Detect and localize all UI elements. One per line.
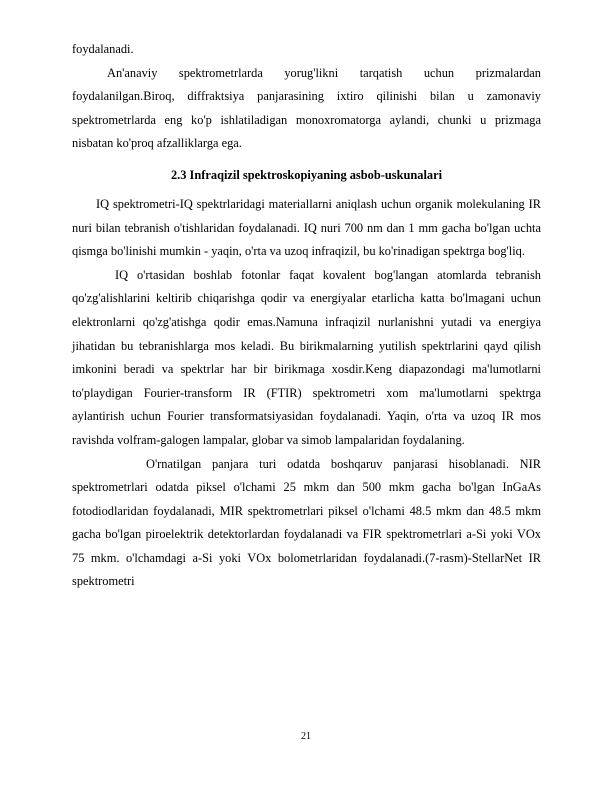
page-number: 21 xyxy=(301,731,311,742)
paragraph-continuation: foydalanadi. xyxy=(72,42,134,56)
paragraph-prism-grating: An'anaviy spektrometrlarda yorug'likni tarqatish uchun prizmalardan foydalanilgan.Biroq, diffraktsiya panjarasining ixtiro qilinishi bilan u zamonaviy spektrometrlarda eng ko'p ishlatiladigan monoxromatorga aylandi, chunki u prizmaga nisbatan ko'proq afzalliklarga ega. xyxy=(72,65,541,151)
section-heading: 2.3 Infraqizil spektroskopiyaning asbob-uskunalari xyxy=(170,167,443,182)
page-content xyxy=(72,38,541,594)
paragraph-ir-spectrometer: IQ spektrometri-IQ spektrlaridagi materiallarni aniqlash uchun organik molekulaning IR nuri bilan tebranish o'tishlaridan foydalanadi. IQ nuri 700 nm dan 1 mm gacha bo'lgan uchta qismga bo'linishi mumkin - yaqin, o'rta va uzoq infraqizil, bu ko'rinadigan spektrga bog'liq. xyxy=(72,196,541,259)
paragraph-photons-ftir: IQ o'rtasidan boshlab fotonlar faqat kovalent bog'langan atomlarda tebranish qo'zg'alishlarini keltirib chiqarishga qodir va energiyalar etarlicha katta bo'lmagani uchun elektronlarni qo'zg'atishga qodir emas.Namuna infraqizil nurlanishni yutadi va energiya jihatidan bu tebranishlarga mos keladi. Bu birikmalarning yutilish spektrlarini qayd qilish imkonini beradi va spektrlar har bir birikmaga xosdir.Keng diapazondagi ma'lumotlarni to'playdigan Fourier-transform IR (FTIR) spektrometri xom ma'lumotlarni spektrga aylantirish uchun Fourier transformatsiyasidan foydalanadi. Yaqin, o'rta va uzoq IR mos ravishda volfram-galogen lampalar, globar va simob lampalaridan foydalaning. xyxy=(72,267,541,447)
paragraph-detectors: O'rnatilgan panjara turi odatda boshqaruv panjarasi hisoblanadi. NIR spektrometrlari odatda piksel o'lchami 25 mkm dan 500 mkm gacha bo'lgan InGaAs fotodiodlaridan foydalanadi, MIR spektrometrlari piksel o'lchami 48.5 mkm dan 48.5 mkm gacha bo'lgan piroelektrik detektorlardan foydalanadi va FIR spektrometrlari a-Si yoki VOx 75 mkm. o'lchamdagi a-Si yoki VOx bolometrlaridan foydalanadi.(7-rasm)-StellarNet IR spektrometri xyxy=(72,456,541,589)
